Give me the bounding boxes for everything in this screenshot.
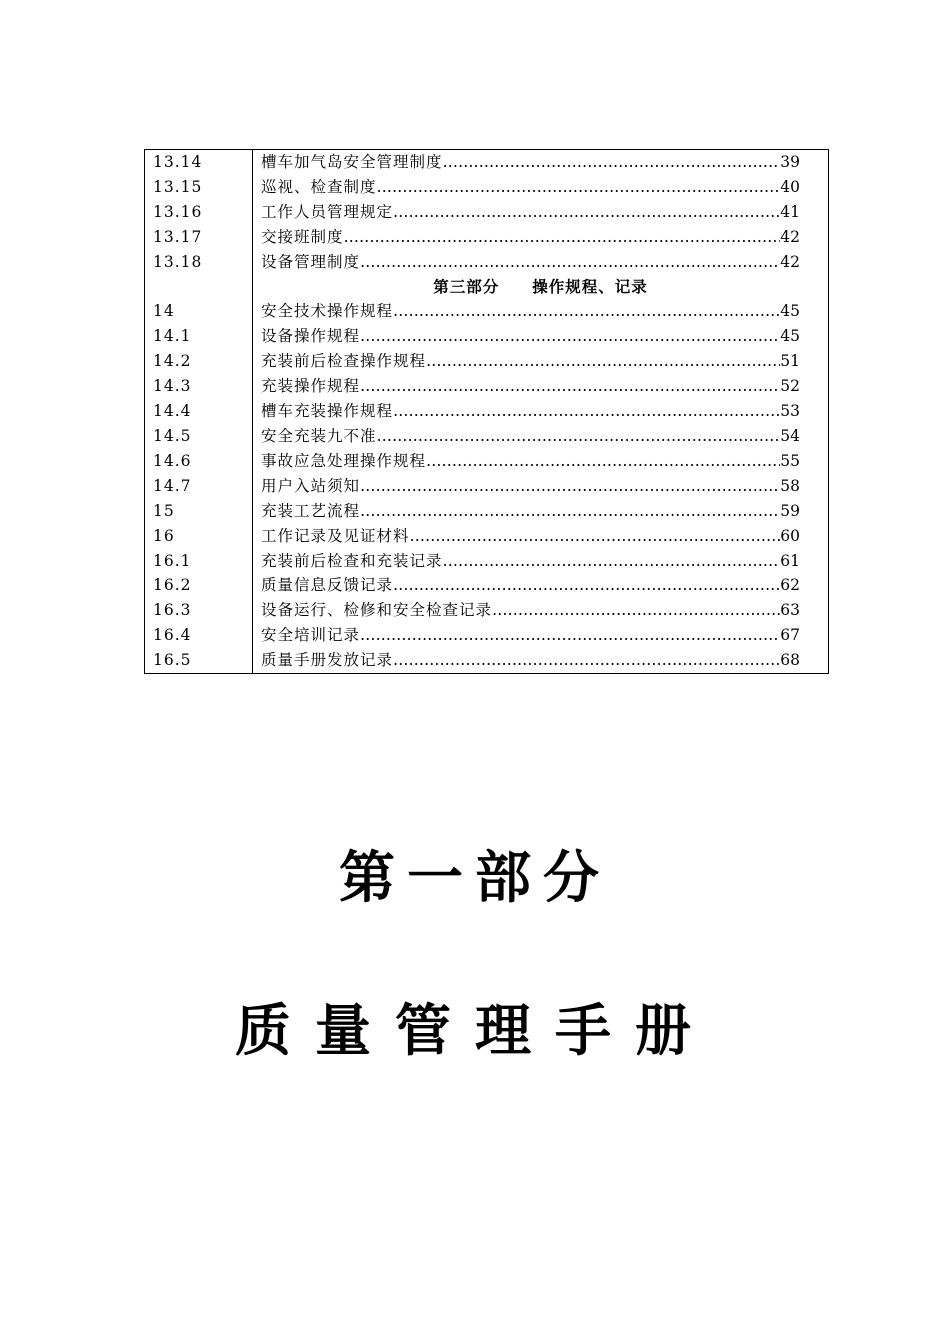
toc-dot-leader [377, 175, 781, 200]
toc-entry-line [261, 474, 800, 499]
toc-entry-number: 16.5 [145, 648, 253, 673]
toc-entry-title: 工作人员管理规定 [261, 202, 394, 221]
toc-page-number: 60 [780, 526, 800, 545]
toc-page-number: 55 [780, 451, 800, 470]
toc-entry-line [261, 250, 800, 275]
toc-entry [253, 549, 829, 574]
toc-entry-line [261, 573, 800, 598]
toc-entry-line [261, 324, 800, 349]
toc-row [145, 299, 829, 324]
toc-entry-line [261, 175, 800, 200]
toc-page-number: 62 [780, 576, 800, 595]
toc-page-number: 59 [780, 501, 800, 520]
toc-entry [253, 150, 829, 175]
toc-entry-number: 14 [145, 299, 253, 324]
toc-part-heading-row [145, 275, 829, 300]
toc-row [145, 623, 829, 648]
toc-row [145, 324, 829, 349]
toc-page-number: 45 [780, 302, 800, 321]
toc-entry [253, 399, 829, 424]
toc-entry-line [261, 598, 800, 623]
toc-page-number: 61 [780, 551, 800, 570]
toc-page-number: 54 [780, 426, 800, 445]
toc-entry-number: 13.18 [145, 250, 253, 275]
toc-row [145, 424, 829, 449]
table-of-contents [144, 149, 829, 674]
manual-title: 质量管理手册 [235, 998, 715, 1064]
toc-entry [253, 200, 829, 225]
toc-entry [253, 499, 829, 524]
toc-entry [253, 324, 829, 349]
toc-entry-line [261, 225, 800, 250]
toc-dot-leader [360, 474, 780, 499]
toc-entry [253, 623, 829, 648]
toc-row [145, 549, 829, 574]
toc-page-number: 42 [780, 252, 800, 271]
toc-entry-number: 14.5 [145, 424, 253, 449]
toc-page-number: 58 [780, 476, 800, 495]
toc-dot-leader [360, 324, 780, 349]
toc-dot-leader [410, 524, 781, 549]
toc-dot-leader [360, 623, 780, 648]
toc-entry [253, 299, 829, 324]
toc-entry-number: 13.16 [145, 200, 253, 225]
toc-dot-leader [426, 349, 780, 374]
toc-dot-leader [344, 225, 781, 250]
toc-entry-number: 13.17 [145, 225, 253, 250]
toc-entry-line [261, 200, 800, 225]
toc-dot-leader [443, 549, 781, 574]
toc-dot-leader [443, 150, 781, 175]
toc-page-number: 53 [780, 402, 800, 421]
toc-body [145, 150, 829, 674]
toc-row [145, 449, 829, 474]
toc-entry-title: 工作记录及见证材料 [261, 526, 410, 545]
toc-entry-line [261, 549, 800, 574]
toc-page-number: 68 [780, 651, 800, 670]
toc-row [145, 399, 829, 424]
toc-page-number: 51 [780, 352, 800, 371]
toc-entry-title: 充装前后检查操作规程 [261, 352, 427, 371]
toc-row [145, 374, 829, 399]
toc-row [145, 598, 829, 623]
toc-entry [253, 349, 829, 374]
toc-entry-number: 14.6 [145, 449, 253, 474]
toc-page-number: 41 [780, 202, 800, 221]
toc-row [145, 225, 829, 250]
toc-entry-number: 14.7 [145, 474, 253, 499]
toc-entry-line [261, 150, 800, 175]
toc-entry [253, 474, 829, 499]
toc-dot-leader [360, 250, 780, 275]
toc-entry-title: 充装前后检查和充装记录 [261, 551, 443, 570]
toc-entry [253, 573, 829, 598]
toc-entry-title: 安全技术操作规程 [261, 302, 394, 321]
toc-row [145, 573, 829, 598]
toc-entry [253, 225, 829, 250]
toc-dot-leader [393, 573, 780, 598]
toc-page-number: 63 [780, 601, 800, 620]
toc-entry-title: 安全充装九不准 [261, 426, 377, 445]
toc-row [145, 499, 829, 524]
toc-entry-line [261, 349, 800, 374]
toc-entry [253, 250, 829, 275]
toc-entry [253, 374, 829, 399]
toc-page-number: 52 [780, 377, 800, 396]
toc-entry-title: 设备运行、检修和安全检查记录 [261, 601, 493, 620]
toc-row [145, 175, 829, 200]
toc-entry-title: 巡视、检查制度 [261, 177, 377, 196]
toc-page-number: 40 [780, 177, 800, 196]
toc-entry-line [261, 374, 800, 399]
toc-entry-line [261, 424, 800, 449]
toc-dot-leader [393, 648, 780, 673]
toc-row [145, 648, 829, 673]
toc-entry [253, 424, 829, 449]
toc-entry-number: 14.2 [145, 349, 253, 374]
toc-page-number: 45 [780, 327, 800, 346]
toc-row [145, 349, 829, 374]
toc-entry-line [261, 499, 800, 524]
toc-entry-line [261, 524, 800, 549]
toc-entry-title: 充装工艺流程 [261, 501, 361, 520]
toc-row [145, 474, 829, 499]
toc-entry-title: 交接班制度 [261, 227, 344, 246]
toc-entry-title: 事故应急处理操作规程 [261, 451, 427, 470]
toc-entry-title: 设备操作规程 [261, 327, 361, 346]
toc-part-heading: 第三部分 操作规程、记录 [253, 275, 829, 300]
toc-entry-title: 用户入站须知 [261, 476, 361, 495]
toc-dot-leader [377, 424, 781, 449]
toc-entry-number [145, 275, 253, 300]
toc-row [145, 250, 829, 275]
toc-page-number: 42 [780, 227, 800, 246]
toc-entry [253, 524, 829, 549]
toc-row [145, 524, 829, 549]
toc-entry-number: 13.15 [145, 175, 253, 200]
toc-dot-leader [393, 200, 780, 225]
toc-entry-title: 槽车加气岛安全管理制度 [261, 153, 443, 171]
toc-entry-number: 16.4 [145, 623, 253, 648]
toc-dot-leader [360, 374, 780, 399]
part-title: 第一部分 [339, 845, 611, 911]
toc-entry-number: 15 [145, 499, 253, 524]
toc-dot-leader [360, 499, 780, 524]
toc-entry-line [261, 299, 800, 324]
toc-entry-number: 14.4 [145, 399, 253, 424]
toc-dot-leader [393, 299, 780, 324]
toc-entry [253, 175, 829, 200]
toc-entry-line [261, 399, 800, 424]
toc-row [145, 150, 829, 175]
toc-entry [253, 449, 829, 474]
toc-entry-title: 设备管理制度 [261, 252, 361, 271]
toc-entry [253, 648, 829, 673]
toc-dot-leader [492, 598, 780, 623]
toc-page-number: 39 [780, 153, 800, 171]
toc-entry-number: 16 [145, 524, 253, 549]
toc-entry [253, 598, 829, 623]
toc-entry-number: 14.1 [145, 324, 253, 349]
toc-entry-title: 充装操作规程 [261, 377, 361, 396]
toc-entry-number: 14.3 [145, 374, 253, 399]
toc-entry-line [261, 623, 800, 648]
toc-entry-line [261, 648, 800, 673]
toc-entry-title: 槽车充装操作规程 [261, 402, 394, 421]
toc-entry-line [261, 449, 800, 474]
toc-entry-number: 16.2 [145, 573, 253, 598]
toc-dot-leader [393, 399, 780, 424]
toc-dot-leader [426, 449, 780, 474]
toc-entry-number: 16.1 [145, 549, 253, 574]
toc-entry-title: 质量信息反馈记录 [261, 576, 394, 595]
toc-entry-number: 13.14 [145, 150, 253, 175]
toc-row [145, 200, 829, 225]
toc-entry-title: 质量手册发放记录 [261, 651, 394, 670]
toc-entry-title: 安全培训记录 [261, 626, 361, 645]
toc-page-number: 67 [780, 626, 800, 645]
toc-entry-number: 16.3 [145, 598, 253, 623]
